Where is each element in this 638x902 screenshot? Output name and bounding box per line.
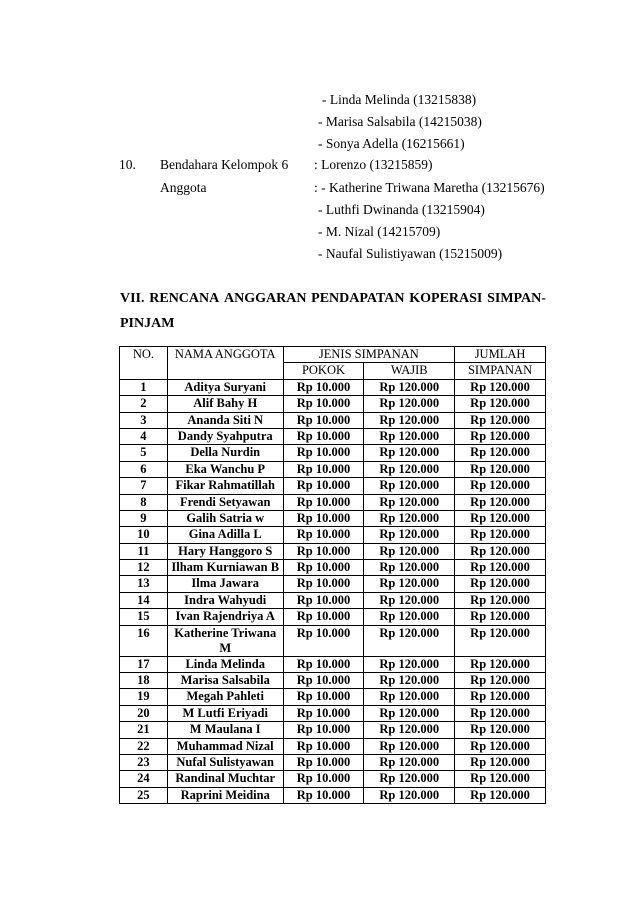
header-jenis: JENIS SIMPANAN (283, 347, 455, 363)
member-name: Ananda Siti N (167, 412, 283, 428)
pokok-value: Rp 10.000 (283, 396, 364, 412)
budget-table (119, 346, 546, 804)
wajib-value: Rp 120.000 (364, 592, 455, 608)
pokok-value: Rp 10.000 (283, 428, 364, 444)
row-number: 9 (120, 510, 168, 526)
member-name: Megah Pahleti (167, 689, 283, 705)
table-row (120, 543, 546, 559)
wajib-value: Rp 120.000 (364, 738, 455, 754)
item-number: 10. (119, 157, 136, 172)
row-number: 18 (120, 673, 168, 689)
member-name: Raprini Meidina (167, 787, 283, 803)
table-body (120, 379, 546, 803)
member-name: Linda Melinda (167, 656, 283, 672)
table-row (120, 396, 546, 412)
row-number: 23 (120, 754, 168, 770)
heading-word: VII. (120, 291, 145, 306)
table-row (120, 592, 546, 608)
row-number: 19 (120, 689, 168, 705)
member-name: Ilma Jawara (167, 576, 283, 592)
pokok-value: Rp 10.000 (283, 478, 364, 494)
wajib-value: Rp 120.000 (364, 560, 455, 576)
row-number: 20 (120, 705, 168, 721)
table-row (120, 738, 546, 754)
member-name: Muhammad Nizal (167, 738, 283, 754)
jumlah-value: Rp 120.000 (455, 689, 546, 705)
table-row (120, 428, 546, 444)
table-row (120, 771, 546, 787)
table-row (120, 527, 546, 543)
table-row (120, 656, 546, 672)
table-row (120, 510, 546, 526)
row-number: 14 (120, 592, 168, 608)
jumlah-value: Rp 120.000 (455, 705, 546, 721)
pokok-value: Rp 10.000 (283, 510, 364, 526)
jumlah-value: Rp 120.000 (455, 754, 546, 770)
row-number: 17 (120, 656, 168, 672)
wajib-value: Rp 120.000 (364, 787, 455, 803)
row-number: 10 (120, 527, 168, 543)
row-number: 22 (120, 738, 168, 754)
member-name: Eka Wanchu P (167, 461, 283, 477)
jumlah-value: Rp 120.000 (455, 379, 546, 395)
anggota-label: Anggota (160, 180, 207, 195)
pokok-value: Rp 10.000 (283, 738, 364, 754)
member-name: Katherine Triwana M (167, 625, 283, 656)
member-name: Randinal Muchtar (167, 771, 283, 787)
jumlah-value: Rp 120.000 (455, 738, 546, 754)
pokok-value: Rp 10.000 (283, 461, 364, 477)
row-number: 13 (120, 576, 168, 592)
pokok-value: Rp 10.000 (283, 379, 364, 395)
heading-word: ANGGARAN (223, 291, 307, 306)
wajib-value: Rp 120.000 (364, 625, 455, 656)
wajib-value: Rp 120.000 (364, 673, 455, 689)
row-number: 3 (120, 412, 168, 428)
row-number: 12 (120, 560, 168, 576)
wajib-value: Rp 120.000 (364, 705, 455, 721)
pokok-value: Rp 10.000 (283, 543, 364, 559)
role-label: Bendahara Kelompok 6 (160, 157, 289, 172)
wajib-value: Rp 120.000 (364, 543, 455, 559)
wajib-value: Rp 120.000 (364, 412, 455, 428)
jumlah-value: Rp 120.000 (455, 722, 546, 738)
header-nama: NAMA ANGGOTA (167, 347, 283, 380)
pokok-value: Rp 10.000 (283, 771, 364, 787)
row-number: 6 (120, 461, 168, 477)
member-name: Indra Wahyudi (167, 592, 283, 608)
pokok-value: Rp 10.000 (283, 527, 364, 543)
pokok-value: Rp 10.000 (283, 787, 364, 803)
member-name: Ilham Kurniawan B (167, 560, 283, 576)
heading-word: PENDAPATAN (311, 291, 405, 306)
pokok-value: Rp 10.000 (283, 576, 364, 592)
member-name: Frendi Setyawan (167, 494, 283, 510)
pokok-value: Rp 10.000 (283, 754, 364, 770)
jumlah-value: Rp 120.000 (455, 461, 546, 477)
member-name: Galih Satria w (167, 510, 283, 526)
member-line: - Naufal Sulistiyawan (15215009) (318, 246, 503, 261)
row-number: 1 (120, 379, 168, 395)
wajib-value: Rp 120.000 (364, 445, 455, 461)
member-line: - Linda Melinda (13215838) (322, 92, 477, 107)
member-name: M Lutfi Eriyadi (167, 705, 283, 721)
member-name: Hary Hanggoro S (167, 543, 283, 559)
row-number: 4 (120, 428, 168, 444)
jumlah-value: Rp 120.000 (455, 527, 546, 543)
heading-word: RENCANA (149, 291, 220, 306)
table-row (120, 461, 546, 477)
wajib-value: Rp 120.000 (364, 527, 455, 543)
pokok-value: Rp 10.000 (283, 656, 364, 672)
pokok-value: Rp 10.000 (283, 445, 364, 461)
wajib-value: Rp 120.000 (364, 689, 455, 705)
table-row (120, 478, 546, 494)
header-jumlah: JUMLAH (455, 347, 546, 363)
jumlah-value: Rp 120.000 (455, 445, 546, 461)
table-row (120, 787, 546, 803)
jumlah-value: Rp 120.000 (455, 412, 546, 428)
member-name: Fikar Rahmatillah (167, 478, 283, 494)
table-row (120, 689, 546, 705)
jumlah-value: Rp 120.000 (455, 787, 546, 803)
row-number: 24 (120, 771, 168, 787)
jumlah-value: Rp 120.000 (455, 543, 546, 559)
wajib-value: Rp 120.000 (364, 754, 455, 770)
jumlah-value: Rp 120.000 (455, 576, 546, 592)
member-line: - Luthfi Dwinanda (13215904) (318, 202, 485, 217)
table-row (120, 560, 546, 576)
wajib-value: Rp 120.000 (364, 722, 455, 738)
jumlah-value: Rp 120.000 (455, 560, 546, 576)
wajib-value: Rp 120.000 (364, 478, 455, 494)
header-wajib: WAJIB (364, 363, 455, 379)
pokok-value: Rp 10.000 (283, 689, 364, 705)
jumlah-value: Rp 120.000 (455, 673, 546, 689)
jumlah-value: Rp 120.000 (455, 396, 546, 412)
row-number: 25 (120, 787, 168, 803)
jumlah-value: Rp 120.000 (455, 609, 546, 625)
table-row (120, 576, 546, 592)
row-number: 2 (120, 396, 168, 412)
row-number: 5 (120, 445, 168, 461)
row-number: 8 (120, 494, 168, 510)
member-line: - Marisa Salsabila (14215038) (318, 114, 482, 129)
wajib-value: Rp 120.000 (364, 609, 455, 625)
wajib-value: Rp 120.000 (364, 656, 455, 672)
header-no: NO. (120, 347, 168, 380)
heading-word: SIMPAN- (487, 291, 546, 306)
wajib-value: Rp 120.000 (364, 428, 455, 444)
member-name: Dandy Syahputra (167, 428, 283, 444)
member-name: Alif Bahy H (167, 396, 283, 412)
member-line: - M. Nizal (14215709) (318, 224, 441, 239)
heading-word: KOPERASI (409, 291, 483, 306)
table-row (120, 494, 546, 510)
table-row (120, 754, 546, 770)
table-row (120, 412, 546, 428)
table-row (120, 625, 546, 656)
member-line: - Sonya Adella (16215661) (318, 136, 465, 151)
pokok-value: Rp 10.000 (283, 625, 364, 656)
row-number: 15 (120, 609, 168, 625)
pokok-value: Rp 10.000 (283, 412, 364, 428)
wajib-value: Rp 120.000 (364, 494, 455, 510)
member-line: : - Katherine Triwana Maretha (13215676) (314, 180, 545, 195)
wajib-value: Rp 120.000 (364, 461, 455, 477)
pokok-value: Rp 10.000 (283, 560, 364, 576)
wajib-value: Rp 120.000 (364, 379, 455, 395)
table-row (120, 379, 546, 395)
wajib-value: Rp 120.000 (364, 396, 455, 412)
heading-line2: PINJAM (120, 316, 175, 331)
pokok-value: Rp 10.000 (283, 722, 364, 738)
wajib-value: Rp 120.000 (364, 576, 455, 592)
row-number: 11 (120, 543, 168, 559)
pokok-value: Rp 10.000 (283, 673, 364, 689)
jumlah-value: Rp 120.000 (455, 592, 546, 608)
member-name: Gina Adilla L (167, 527, 283, 543)
header-simpanan: SIMPANAN (455, 363, 546, 379)
member-name: Marisa Salsabila (167, 673, 283, 689)
wajib-value: Rp 120.000 (364, 771, 455, 787)
member-name: Della Nurdin (167, 445, 283, 461)
jumlah-value: Rp 120.000 (455, 494, 546, 510)
member-name: Aditya Suryani (167, 379, 283, 395)
table-row (120, 705, 546, 721)
jumlah-value: Rp 120.000 (455, 428, 546, 444)
table-row (120, 722, 546, 738)
table-row (120, 609, 546, 625)
jumlah-value: Rp 120.000 (455, 771, 546, 787)
jumlah-value: Rp 120.000 (455, 478, 546, 494)
pokok-value: Rp 10.000 (283, 592, 364, 608)
treasurer-name: : Lorenzo (13215859) (314, 157, 433, 172)
row-number: 7 (120, 478, 168, 494)
jumlah-value: Rp 120.000 (455, 625, 546, 656)
wajib-value: Rp 120.000 (364, 510, 455, 526)
jumlah-value: Rp 120.000 (455, 656, 546, 672)
jumlah-value: Rp 120.000 (455, 510, 546, 526)
table-row (120, 445, 546, 461)
header-pokok: POKOK (283, 363, 364, 379)
table-row (120, 673, 546, 689)
member-name: M Maulana I (167, 722, 283, 738)
section-heading (120, 291, 546, 332)
pokok-value: Rp 10.000 (283, 609, 364, 625)
row-number: 21 (120, 722, 168, 738)
row-number: 16 (120, 625, 168, 656)
pokok-value: Rp 10.000 (283, 705, 364, 721)
member-name: Nufal Sulistyawan (167, 754, 283, 770)
member-name: Ivan Rajendriya A (167, 609, 283, 625)
pokok-value: Rp 10.000 (283, 494, 364, 510)
